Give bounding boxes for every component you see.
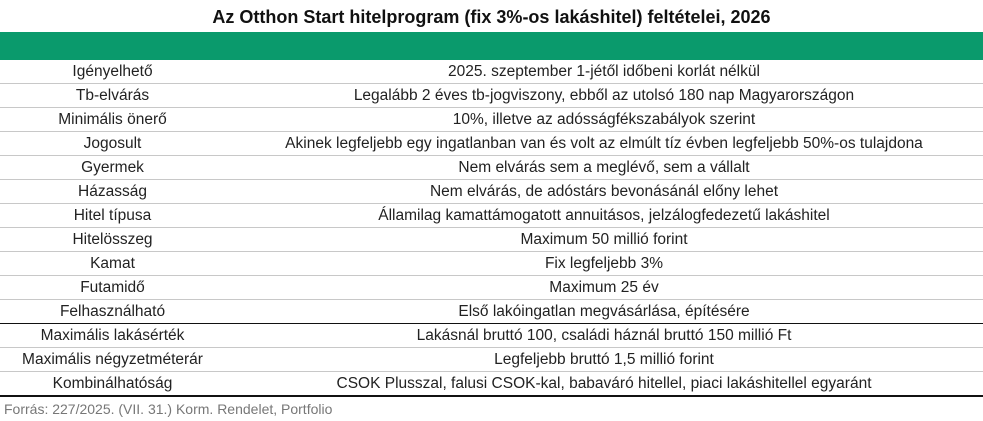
row-label: Futamidő — [0, 276, 225, 300]
table-row — [0, 156, 983, 180]
table-row — [0, 348, 983, 372]
row-value: Fix legfeljebb 3% — [225, 252, 983, 276]
row-value: Maximum 50 millió forint — [225, 228, 983, 252]
table-row — [0, 84, 983, 108]
conditions-table — [0, 60, 983, 397]
row-label: Igényelhető — [0, 60, 225, 84]
row-label: Hitel típusa — [0, 204, 225, 228]
table-row — [0, 276, 983, 300]
row-label: Gyermek — [0, 156, 225, 180]
row-value: Lakásnál bruttó 100, családi háznál bruttó 150 millió Ft — [225, 324, 983, 348]
row-label: Maximális lakásérték — [0, 324, 225, 348]
table-row — [0, 300, 983, 324]
row-value: CSOK Plusszal, falusi CSOK-kal, babaváró hitellel, piaci lakáshitellel egyaránt — [225, 372, 983, 397]
row-value: Nem elvárás sem a meglévő, sem a vállalt — [225, 156, 983, 180]
row-label: Tb-elvárás — [0, 84, 225, 108]
table-row — [0, 228, 983, 252]
row-label: Házasság — [0, 180, 225, 204]
row-value: Államilag kamattámogatott annuitásos, jelzálogfedezetű lakáshitel — [225, 204, 983, 228]
table-header-bar — [0, 32, 983, 60]
source-note: Forrás: 227/2025. (VII. 31.) Korm. Rendelet, Portfolio — [4, 401, 333, 417]
row-value: Legfeljebb bruttó 1,5 millió forint — [225, 348, 983, 372]
table-row — [0, 60, 983, 84]
row-value: 2025. szeptember 1-jétől időbeni korlát nélkül — [225, 60, 983, 84]
row-value: Első lakóingatlan megvásárlása, építésére — [225, 300, 983, 324]
table-row — [0, 252, 983, 276]
table-row — [0, 372, 983, 397]
row-label: Kamat — [0, 252, 225, 276]
row-value: Nem elvárás, de adóstárs bevonásánál előny lehet — [225, 180, 983, 204]
table-title: Az Otthon Start hitelprogram (fix 3%-os lakáshitel) feltételei, 2026 — [212, 7, 771, 27]
row-value: Akinek legfeljebb egy ingatlanban van és volt az elmúlt tíz évben legfeljebb 50%-os tulajdona — [225, 132, 983, 156]
row-value: 10%, illetve az adósságfékszabályok szerint — [225, 108, 983, 132]
row-label: Felhasználható — [0, 300, 225, 324]
table-row — [0, 132, 983, 156]
table-row — [0, 324, 983, 348]
row-label: Kombinálhatóság — [0, 372, 225, 397]
table-row — [0, 180, 983, 204]
row-label: Minimális önerő — [0, 108, 225, 132]
table-row — [0, 108, 983, 132]
row-label: Hitelösszeg — [0, 228, 225, 252]
row-value: Maximum 25 év — [225, 276, 983, 300]
row-label: Jogosult — [0, 132, 225, 156]
row-value: Legalább 2 éves tb-jogviszony, ebből az utolsó 180 nap Magyarországon — [225, 84, 983, 108]
table-row — [0, 204, 983, 228]
row-label: Maximális négyzetméterár — [0, 348, 225, 372]
